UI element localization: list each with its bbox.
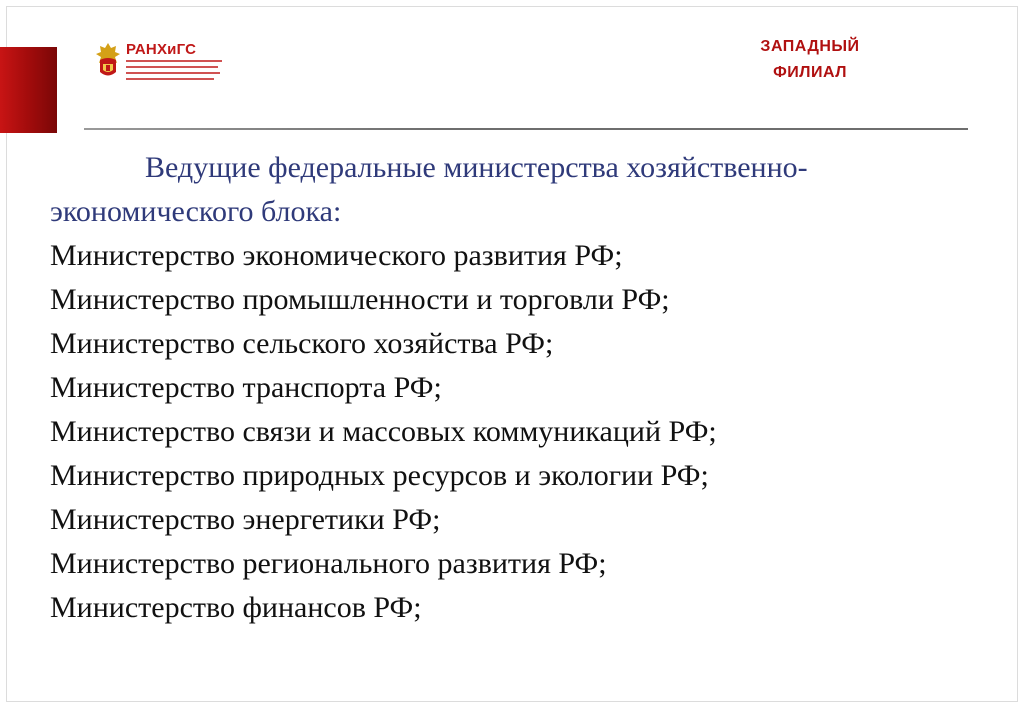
- logo-subtitle-lines: [126, 60, 222, 84]
- list-item: Министерство энергетики РФ;: [50, 503, 441, 536]
- logo-text: РАНХиГС: [126, 41, 197, 58]
- list-item: Министерство природных ресурсов и экологии РФ;: [50, 459, 709, 492]
- list-item: Министерство промышленности и торговли РФ;: [50, 283, 670, 316]
- ranepa-logo: [94, 40, 224, 84]
- ministries-list: [50, 234, 980, 630]
- slide-content: [50, 146, 980, 630]
- emblem-icon: [94, 42, 122, 80]
- heading-line-2: экономического блока:: [50, 195, 342, 228]
- branch-title: [735, 34, 885, 86]
- list-item: Министерство связи и массовых коммуникаций РФ;: [50, 415, 717, 448]
- list-item: Министерство транспорта РФ;: [50, 371, 442, 404]
- header-divider: [84, 128, 968, 130]
- list-item: Министерство сельского хозяйства РФ;: [50, 327, 554, 360]
- list-item: Министерство регионального развития РФ;: [50, 547, 607, 580]
- heading-line-1: Ведущие федеральные министерства хозяйственно-: [145, 151, 808, 184]
- red-accent-bar: [0, 47, 57, 133]
- content-heading: [50, 146, 980, 234]
- branch-title-line1: ЗАПАДНЫЙ: [760, 38, 860, 55]
- list-item: Министерство экономического развития РФ;: [50, 239, 623, 272]
- list-item: Министерство финансов РФ;: [50, 591, 422, 624]
- branch-title-line2: ФИЛИАЛ: [773, 64, 847, 81]
